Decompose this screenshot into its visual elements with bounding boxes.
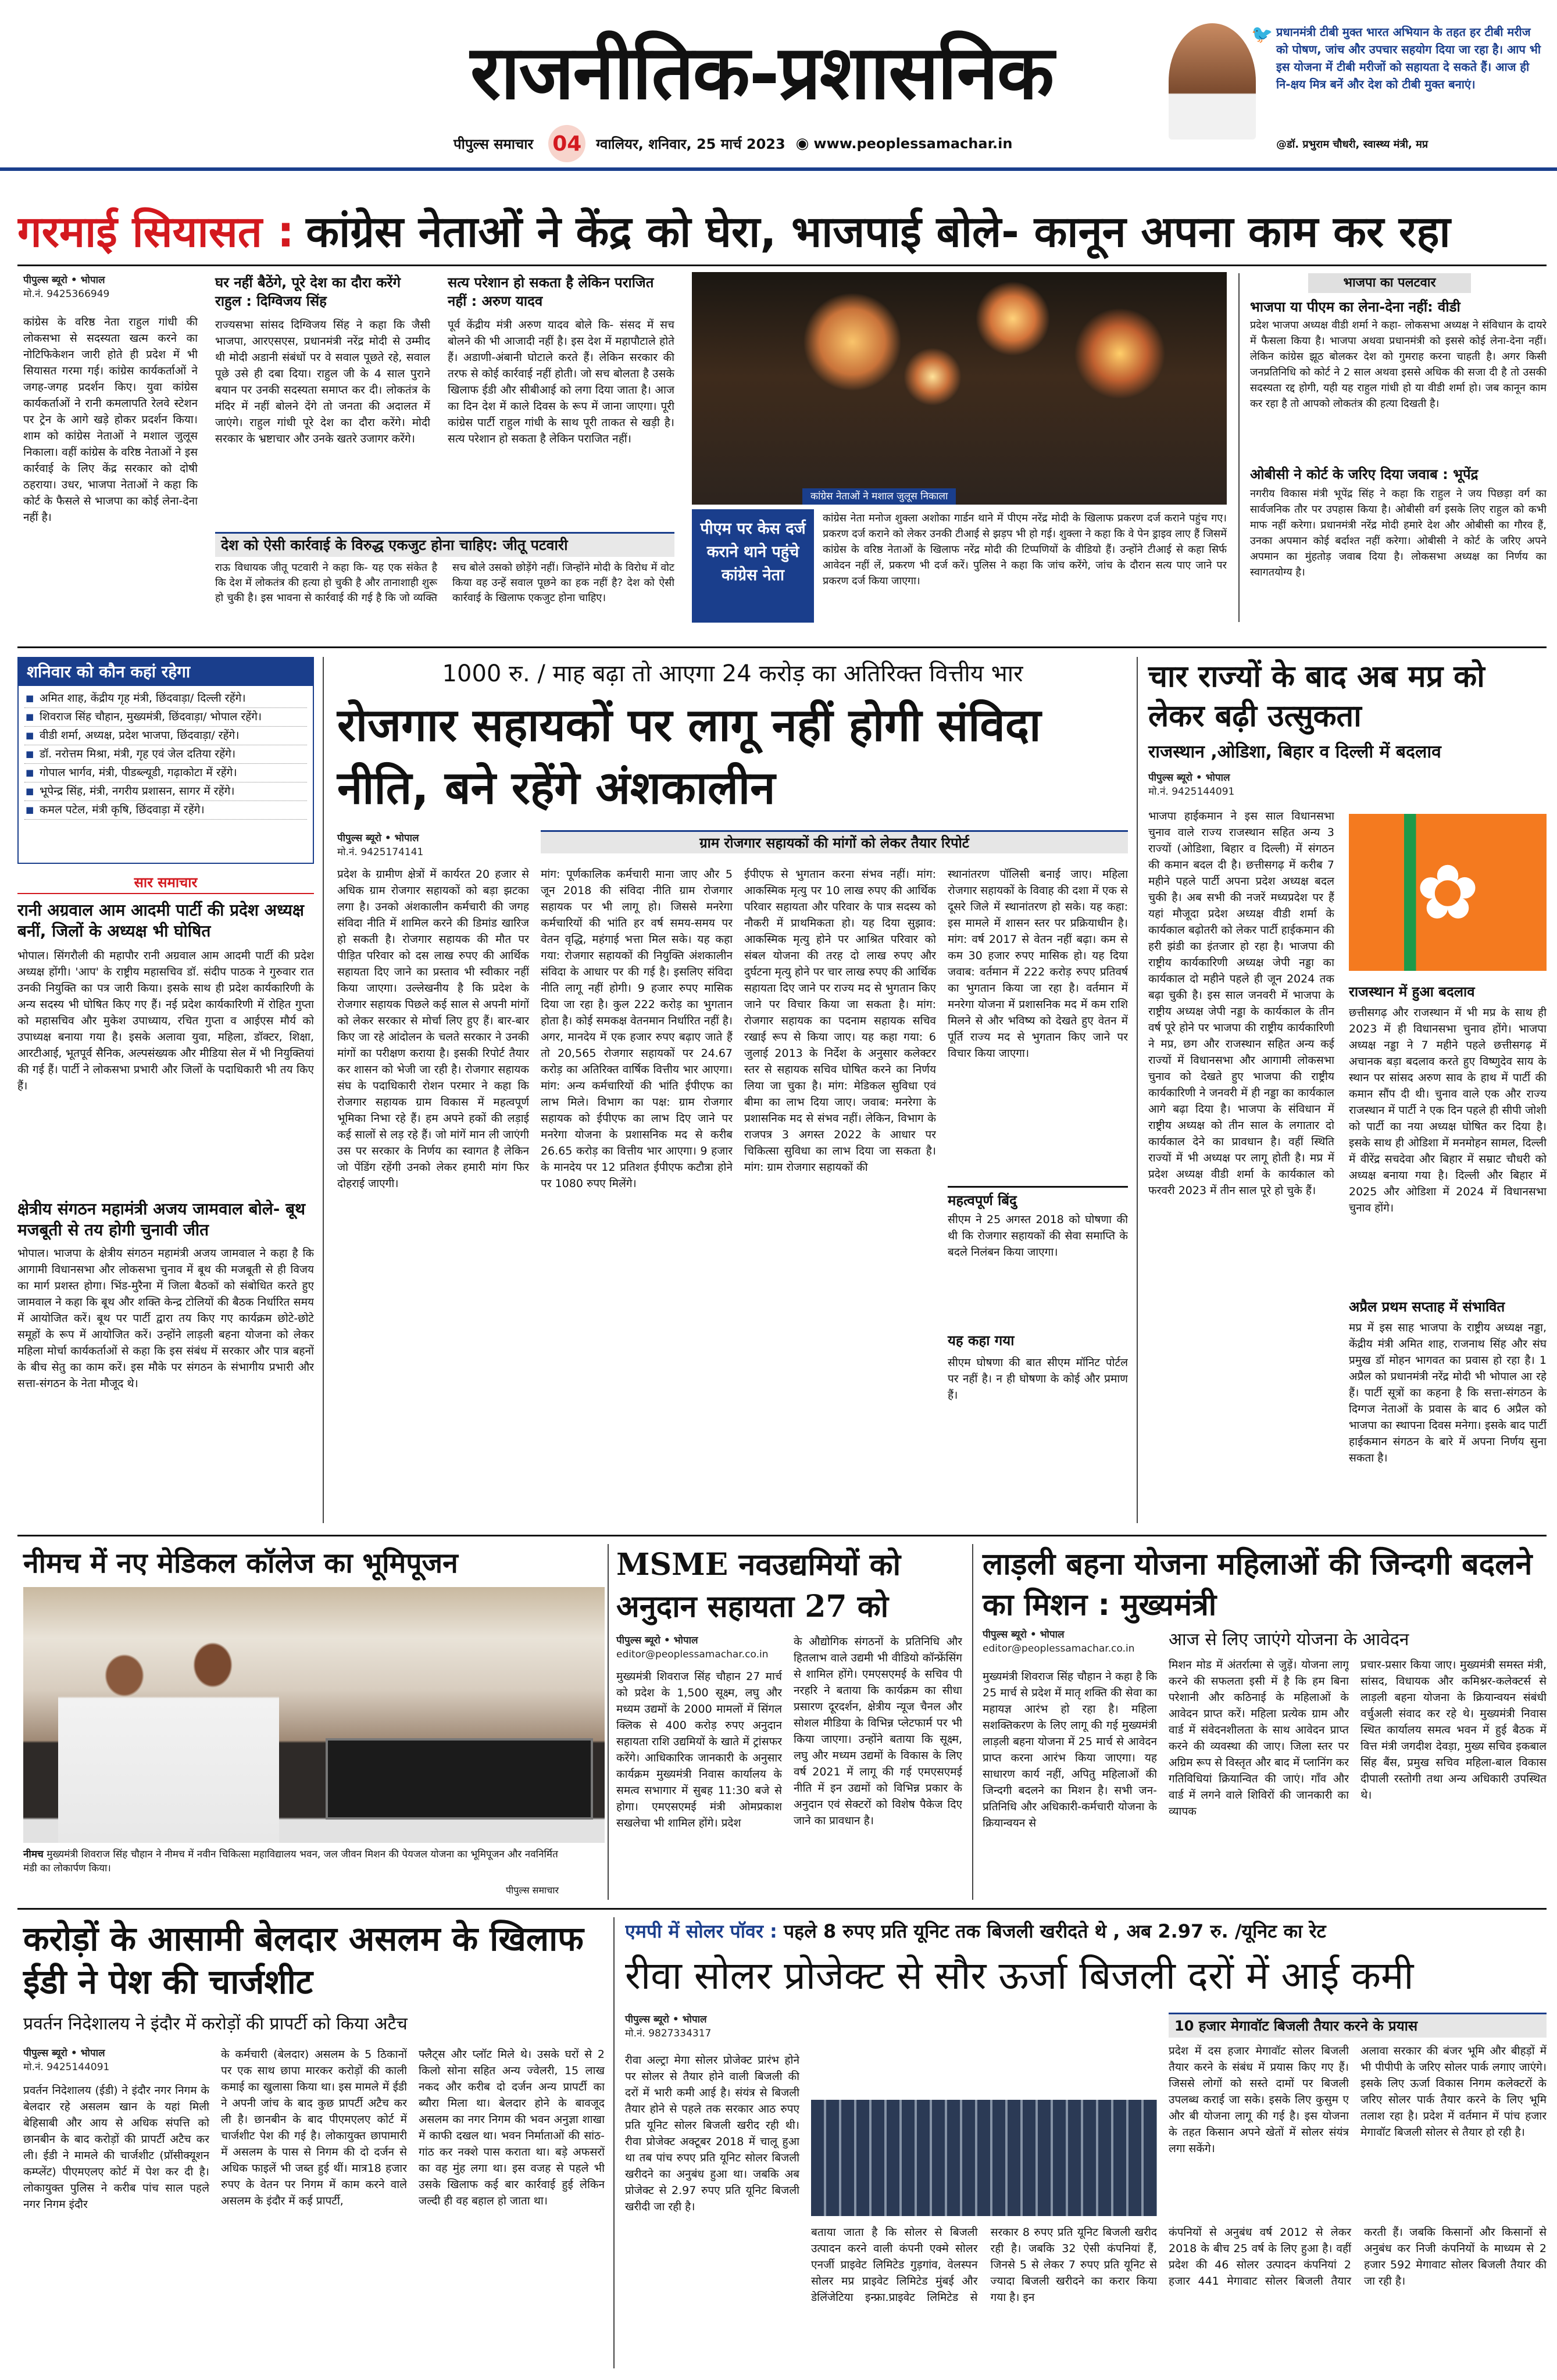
lead-kicker: गरमाई सियासत : [17, 206, 295, 257]
msme-col-2: के औद्योगिक संगठनों के प्रतिनिधि और हितलाभ वाले उद्यमी भी वीडियो कॉन्फ्रेंसिंग से शामिल होंगे। एमएसएमई के सचिव पी नरहरि ने बताया कि कार्यक्रम का सीधा प्रसारण दूरदर्शन, क्षेत्रीय न्यूज चैनल और सोशल मीडिया के विभिन्न प्लेटफार्म पर भी किया जाएगा। उन्होंने बताया कि सूक्ष्म, लघु और मध्यम उद्यमों के विकास के लिए वर्ष 2021 में लागू की गई एमएसएमई नीति में इन उद्यमों को विभिन्न प्रकार के अनुदान एवं सेक्टरों को विशेष पैकेज दिए जाने का प्रावधान है। [794, 1635, 962, 1827]
msme-headline: MSME नवउद्यमियों को अनुदान सहायता 27 को [616, 1547, 901, 1624]
page-number-badge: 04 [548, 125, 585, 162]
who-where-item: ■ शिवराज सिंह चौहान, मुख्यमंत्री, छिंदवाड़ा/ भोपाल रहेंगे। [24, 708, 307, 727]
bjp-head-2: ओबीसी ने कोर्ट के जरिए दिया जवाब : भूपेंद्र [1250, 466, 1479, 483]
ed-sub: प्रवर्तन निदेशालय ने इंदौर में करोड़ों की प्रापर्टी को किया अटैच [23, 2014, 408, 2034]
lotus-icon: ✿ [1416, 848, 1480, 937]
bjp-label: भाजपा का पलटवार [1308, 273, 1471, 293]
ladli-byline [983, 1628, 1157, 1656]
ladli-headline: लाड़ली बहना योजना महिलाओं की जिन्दगी बदलने का मिशन : मुख्यमंत्री [983, 1547, 1533, 1623]
rozgar-facts-title: महत्वपूर्ण बिंदु [948, 1186, 1128, 1210]
who-where-item: ■ अमित शाह, केंद्रीय गृह मंत्री, छिंदवाड़ा/ दिल्ली रहेंगे। [24, 689, 307, 708]
rozgar-byline [337, 831, 547, 859]
masthead [0, 0, 1557, 186]
people-silhouette [58, 1634, 279, 1843]
ed-col-2: के कर्मचारी (बेलदार) असलम के 5 ठिकानों पर एक साथ छापा मारकर करोड़ों की काली कमाई का खुलासा किया था। इस मामले में ईडी ने अपनी जांच के बाद कुछ प्रापर्टी अटैच कर ली है। छानबीन के बाद पीएमएलए कोर्ट में चार्जशीट पेश की गई है। लोकायुक्त छापामारी में असलम के पास से निगम की दो दर्जन से अधिक फाइलें भी जब्त हुई थीं। मात्र18 हजार रुपए के वेतन पर निगम में काम करने वाले असलम के इंदौर में कई प्रापर्टी, [221, 2048, 407, 2207]
solar-panels [811, 2100, 1157, 2216]
ladli-col-3: प्रचार-प्रसार किया जाए। मुख्यमंत्री समस्त मंत्री, सांसद, विधायक और कमिश्नर-कलेक्टर्स से लाड़ली बहना योजना के क्रियान्वयन संबंधी वर्चुअली संवाद कर रहे थे। मुख्यमंत्री निवास स्थित कार्यालय समत्व भवन में हुई बैठक में वित्त मंत्री जगदीश देवड़ा, मुख्य सचिव इकबाल सिंह बैंस, प्रमुख सचिव महिला-बाल विकास दीपाली रस्तोगी तथा अन्य अधिकारी उपस्थित थे। [1360, 1659, 1547, 1802]
byline-bureau: पीपुल्स ब्यूरो • भोपाल [983, 1629, 1065, 1641]
byline-phone: मो.नं. 9827334317 [625, 2028, 712, 2039]
who-where-item: ■ भूपेन्द्र सिंह, मंत्री, नगरीय प्रशासन, सागर में रहेंगे। [24, 782, 307, 801]
byline-email: editor@peoplessamachar.co.in [616, 1649, 769, 1660]
minister-portrait [1169, 23, 1256, 140]
msme-col-1: मुख्यमंत्री शिवराज सिंह चौहान 27 मार्च को प्रदेश के 1,500 सूक्ष्म, लघु और मध्यम उद्यमों के 2000 मामलों में सिंगल क्लिक से 400 करोड़ रुपए अनुदान सहायता राशि उद्यमियों के खाते में ट्रांसफर करेंगे। आधिकारिक जानकारी के अनुसार कार्यक्रम मुख्यमंत्री निवास कार्यालय के समत्व सभागार में सुबह 11:30 बजे से होगा। एमएसएमई मंत्री ओमप्रकाश सखलेचा भी शामिल होंगे। प्रदेश [616, 1670, 782, 1829]
rozgar-said-title: यह कहा गया [948, 1332, 1015, 1349]
solar-col3-head: 10 हजार मेगावॉट बिजली तैयार करने के प्रयास [1169, 2013, 1547, 2038]
ed-headline: करोड़ों के आसामी बेलदार असलम के खिलाफ ईडी ने पेश की चार्जशीट [23, 1919, 584, 2002]
ed-col-1: प्रवर्तन निदेशालय (ईडी) ने इंदौर नगर निगम के बेलदार रहे असलम खान के यहां मिली बेहिसाबी और आय से अधिक संपत्ति को छानबीन के बाद करोड़ों की प्रापर्टी अटैच कर ली। ईडी ने मामले की चार्जशीट (प्रॉसीक्यूशन कम्प्लेंट) पीएमएलए कोर्ट में पेश कर दी है। लोकायुक्त पुलिस ने करीब पांच साल पहले नगर निगम इंदौर [23, 2084, 209, 2211]
mid-col-divider [1137, 657, 1138, 1523]
states-col-1: भाजपा हाईकमान ने इस साल विधानसभा चुनाव वाले राज्य राजस्थान सहित अन्य 3 राज्यों (ओडिशा, बिहार व दिल्ली) में संगठन की कमान बदल दी है। छत्तीसगढ़ में करीब 7 महीने पहले पार्टी अपना प्रदेश अध्यक्ष बदल चुकी है। अब सभी की नजरें मध्यप्रदेश पर हैं यहां मौजूदा प्रदेश अध्यक्ष वीडी शर्मा के कार्यकाल बढ़ोतरी को लेकर पार्टी हाईकमान की हरी झंडी का इंतजार हो रहा है। भाजपा की राष्ट्रीय कार्यकारिणी अध्यक्ष जेपी नड्डा का कार्यकाल दो महीने पहले ही जून 2024 तक बढ़ा चुकी है। इस साल जनवरी में भाजपा के राष्ट्रीय अध्यक्ष जेपी नड्डा के कार्यकाल के तीन वर्ष पूरे होने पर भाजपा की राष्ट्रीय कार्यकारिणी ने मप्र, छग और राजस्थान सहित अन्य कई राज्यों में विधानसभा और आगामी लोकसभा चुनाव को देखते हुए भाजपा की राष्ट्रीय कार्यकारिणी ने जनवरी में ही नड्डा का कार्यकाल आगे बढ़ा दिया है। भाजपा के संविधान में राष्ट्रीय अध्यक्ष को तीन साल के लगातार दो कार्यकाल देने का प्रावधान है। वहीं स्थिति राज्यों में भी अध्यक्ष पर लागू होती है। मप्र में प्रदेश अध्यक्ष वीडी शर्मा के कार्यकाल को फरवरी 2023 में तीन साल पूरे हो चुके हैं। [1148, 810, 1334, 1197]
rozgar-report-bar: ग्राम रोजगार सहायकों की मांगों को लेकर तैयार रिपोर्ट [541, 830, 1128, 853]
msme-divider [972, 1544, 973, 1900]
rozgar-headline: रोजगार सहायकों पर लागू नहीं होगी संविदा नीति, बने रहेंगे अंशकालीन [337, 699, 1041, 814]
caption-place: नीमच [23, 1849, 44, 1860]
byline-bureau: पीपुल्स ब्यूरो • भोपाल [616, 1635, 698, 1646]
who-where-item: ■ डॉ. नरोत्तम मिश्रा, मंत्री, गृह एवं जेल दतिया रहेंगे। [24, 745, 307, 764]
section-rule-1 [17, 646, 1547, 648]
neemuch-divider [608, 1544, 609, 1900]
lead-col-3: पूर्व केंद्रीय मंत्री अरुण यादव बोले कि- संसद में सच बोलने की भी आजादी नहीं है। इस देश में महापौटाले होते हैं। अडाणी-अंबानी घोटाले करते हैं। लेकिन सरकार की तरफ से कोई कार्रवाई नहीं होती। जो सच बोलता है उसके खिलाफ ईडी और सीबीआई को लगा दिया जाता है। आज का दिन देश में काले दिवस के रूप में जाना जाएगा। पूरी कांग्रेस पार्टी राहुल गांधी के साथ पूरी ताकत से खड़ी है। सत्य परेशान हो सकता है लेकिन पराजित नहीं। [448, 319, 674, 445]
states-col2-text-1: छत्तीसगढ़ और राजस्थान में भी मप्र के साथ ही 2023 में ही विधानसभा चुनाव होंगे। भाजपा अध्यक्ष नड्डा ने 7 महीने पहले छत्तीसगढ़ में अचानक बड़ा बदलाव करते हुए विष्णुदेव साय के स्थान पर सांसद अरुण साव के हाथ में पार्टी की कमान सौंप दी थी। चुनाव वाले एक और राज्य राजस्थान में पार्टी ने एक दिन पहले ही सीपी जोशी को पार्टी का नया अध्यक्ष घोषित कर दिया है। इसके साथ ही ओडिशा में मनमोहन सामल, दिल्ली में वीरेंद्र सचदेवा और बिहार में सम्राट चौधरी को अध्यक्ष बनाया गया है। दिल्ली और बिहार में 2025 और ओडिशा में 2024 में विधानसभा चुनाव होंगे। [1349, 1006, 1547, 1214]
solar-byline [625, 2013, 799, 2040]
byline-phone: मो.नं. 9425174141 [337, 846, 424, 858]
rozgar-col-1: प्रदेश के ग्रामीण क्षेत्रों में कार्यरत 20 हजार से अधिक ग्राम रोजगार सहायकों को बड़ा झटका लगा है। उनको अंशकालीन कर्मचारी की जगह संविदा नीति में शामिल करने की डिमांड खारिज हो सकती है। रोजगार सहायक की मौत पर पीड़ित परिवार को दस लाख रुपए की आर्थिक सहायता दिए जाने का प्रस्ताव भी स्वीकार नहीं किया जाएगा। उल्लेखनीय है कि प्रदेश के रोजगार सहायक पिछले कई साल से अपनी मांगों को लेकर सरकार से मोर्चा लिए हुए हैं। बार-बार किए जा रहे आंदोलन के चलते सरकार ने उनकी मांगों का परीक्षण कराया है। इसकी रिपोर्ट तैयार कर शासन को भेजी जा रही है। रोजगार सहायक संघ के पदाधिकारी रोशन परमार ने कहा कि रोजगार सहायक ग्राम विकास में महत्वपूर्ण भूमिका निभा रहे हैं। हम अपने हकों की लड़ाई कई सालों से लड़ रहे हैं। जो मांगें मान ली जाएंगी उस पर सरकार के निर्णय का स्वागत है लेकिन जो पेंडिंग रहेंगी उनको लेकर हमारी मांग फिर दोहराई जाएगी। [337, 868, 529, 1190]
brief-1-text: भोपाल। सिंगरौली की महापौर रानी अग्रवाल आम आदमी पार्टी की प्रदेश अध्यक्ष होंगी। 'आप' के राष्ट्रीय महासचिव डॉ. संदीप पाठक ने गुरुवार रात उनकी नियुक्ति का पत्र जारी किया। इसके साथ ही प्रदेश कार्यकारिणी के अन्य सदस्य भी घोषित किए गए हैं। नई प्रदेश कार्यकारिणी में रोहित गुप्ता को महासचिव और मुकेश उपाध्याय, रचित गुप्ता व आईएस मौर्य को उपाध्यक्ष बनाया गया है। इसके अलावा युवा, महिला, डॉक्टर, शिक्षा, आरटीआई, भूतपूर्व सैनिक, अल्पसंख्यक और मीडिया सेल में भी नियुक्तियां की गई हैं। पार्टी ने लोकसभा प्रभारी और जिलों के पदाधिकारी भी तय किए हैं। [17, 949, 314, 1092]
ladli-col-1: मुख्यमंत्री शिवराज सिंह चौहान ने कहा है कि 25 मार्च से प्रदेश में मातृ शक्ति की सेवा का महायज्ञ आरंभ हो रहा है। महिला सशक्तिकरण के लिए लागू की गई मुख्यमंत्री लाड़ली बहना योजना में 25 मार्च से आवेदन प्राप्त करना आरंभ किया जाएगा। यह साधारण कार्य नहीं, अपितु महिलाओं की जिन्दगी बदलने का मिशन है। सभी जन-प्रतिनिधि और अधिकारी-कर्मचारी योजना के क्रियान्वयन से [983, 1670, 1157, 1829]
brief-2-head: क्षेत्रीय संगठन महामंत्री अजय जामवाल बोले- बूथ मजबूती से तय होगी चुनावी जीत [17, 1199, 306, 1239]
who-where-title: शनिवार को कौन कहां रहेगा [19, 658, 313, 686]
torch-photo-caption: कांग्रेस नेताओं ने मशाल जुलूस निकाला [802, 488, 956, 505]
paper-name: पीपुल्स समाचार [453, 135, 534, 152]
patwari-box [215, 532, 674, 622]
twitter-icon: 🐦 [1251, 24, 1273, 45]
website-link[interactable]: www.peoplessamachar.in [813, 135, 1013, 152]
solar-headline: रीवा सोलर प्रोजेक्ट से सौर ऊर्जा बिजली दरों में आई कमी [625, 1953, 1414, 1998]
section-title: राजनीतिक-प्रशासनिक [470, 29, 1054, 116]
plaque-shape [326, 1738, 593, 1820]
brief-2-text: भोपाल। भाजपा के क्षेत्रीय संगठन महामंत्री अजय जामवाल ने कहा है कि आगामी विधानसभा और लोकसभा चुनाव में बूथ की मजबूती से ही विजय का मार्ग प्रशस्त होगा। भिंड-मुरैना में जिला बैठकों को संबोधित करते हुए जामवाल ने कहा कि बूथ और शक्ति केन्द्र टोलियों की बैठक निर्धारित समय में आयोजित करें। बूथ पर पार्टी द्वारा तय किए गए कार्यक्रम छोटे-छोटे समूहों के रूप में आयोजित करें। उन्होंने लाड़ली बहना योजना को लेकर महिला मोर्चा कार्यकर्ताओं से कहा कि इस संबंध में सरकार और पात्र बहनों के बीच सेतु का काम करें। इस मौके पर संगठन के संभागीय प्रभारी और सत्ता-संगठन के नेता मौजूद थे। [17, 1247, 314, 1390]
masthead-rule [0, 167, 1557, 171]
section-rule-3 [17, 1908, 1547, 1910]
rozgar-col-2: मांग: पूर्णकालिक कर्मचारी माना जाए और 5 जून 2018 की संविदा नीति ग्राम रोजगार सहायक पर भी लागू हो। जिससे मनरेगा कर्मचारियों की भांति हर वर्ष समय-समय पर वेतन वृद्धि, महंगाई भत्ता मिल सके। यह कहा गया: रोजगार सहायकों की नियुक्ति अंशकालीन संविदा के आधार पर की गई है। इसलिए संविदा नीति लागू नहीं होगी। 9 हजार रुपए मासिक दिया जा रहा है। कुल 222 करोड़ का भुगतान होता है। कोई समकक्ष वेतनमान निर्धारित नहीं है। अगर, मानदेय में एक हजार रुपए बढ़ाए जाते हैं तो 20,565 रोजगार सहायकों पर 24.67 करोड़ का अतिरिक्त वार्षिक वित्तीय भार आएगा। मांग: अन्य कर्मचारियों की भांति ईपीएफ का लाभ मिले। विभाग का पक्ष: ग्राम रोजगार सहायक को ईपीएफ का लाभ दिए जाने पर मनरेगा योजना के प्रशासनिक मद से करीब 26.65 करोड़ का वित्तीय भार आएगा। 9 हजार के मानदेय पर 12 प्रतिशत ईपीएफ कटौत्रा होने पर 1080 रुपए मिलेंगे। [541, 868, 733, 1190]
lead-col2-head: घर नहीं बैठेंगे, पूरे देश का दौरा करेंगे राहुल : दिग्विजय सिंह [215, 274, 401, 309]
byline-phone: मो.नं. 9425144091 [23, 2061, 110, 2073]
states-sub: राजस्थान ,ओडिशा, बिहार व दिल्ली में बदलाव [1148, 742, 1441, 762]
byline-phone: मो.नं. 9425366949 [23, 288, 110, 300]
solar-col-5: कंपनियों से अनुबंध वर्ष 2012 से लेकर 2018 के बीच 25 वर्ष के लिए हुआ है। वहीं प्रदेश की 46 सोलर उत्पादन कंपनियां 2 हजार 441 मेगावाट सोलर बिजली तैयार करती हैं। जबकि किसानों और किसानों से अनुबंध कर निजी कंपनियों के माध्यम से 2 हजार 592 मेगावाट सोलर बिजली तैयार की जा रही है। [1169, 2226, 1547, 2288]
rozgar-col-4: स्थानांतरण पॉलिसी बनाई जाए। महिला रोजगार सहायकों के विवाह की दशा में एक से दूसरे जिले में स्थानांतरण हो सके। यह कहा: इस मामले में शासन स्तर पर प्रक्रियाधीन है। मांग: वर्ष 2017 से वेतन नहीं बढ़ा। कम से कम 30 हजार रुपए मासिक हो। यह दिया जवाब: वर्तमान में 222 करोड़ रुपए प्रतिवर्ष का भुगतान किया जा रहा है। वर्तमान में मनरेगा योजना में प्रशासनिक मद में कम राशि मिलने से और भविष्य को देखते हुए वेतन में पूर्ति राज्य मद से भुगतान किए जाने पर विचार किया जाएगा। [948, 868, 1128, 1060]
msme-byline [616, 1634, 791, 1661]
byline-bureau: पीपुल्स ब्यूरो • भोपाल [337, 832, 419, 844]
byline-bureau: पीपुल्स ब्यूरो • भोपाल [625, 2014, 707, 2025]
ed-divider [613, 1917, 615, 2368]
solar-kicker: एमपी में सोलर पॉवर : [625, 1920, 777, 1942]
quote-text: प्रधानमंत्री टीबी मुक्त भारत अभियान के तहत हर टीबी मरीज को पोषण, जांच और उपचार सहयोग दिया जा रहा है। आप भी इस योजना में टीबी मरीजों को सहायता दे सकते हैं। आज ही नि-क्षय मित्र बनें और देश को टीबी मुक्त बनाएं। [1276, 25, 1541, 91]
solar-kicker-rest: पहले 8 रुपए प्रति यूनिट तक बिजली खरीदते थे , अब 2.97 रु. /यूनिट का रेट [783, 1920, 1326, 1942]
states-col2-text-2: मप्र में इस साह भाजपा के राष्ट्रीय अध्यक्ष नड्डा, केंद्रीय मंत्री अमित शाह, राजनाथ सिंह और संघ प्रमुख डॉ मोहन भागवत का प्रवास हो रहा है। 1 अप्रैल को प्रधानमंत्री नरेंद्र मोदी भी भोपाल आ रहे हैं। पार्टी सूत्रों का कहना है कि सत्ता-संगठन के दिग्गज नेताओं के प्रवास के बाद 6 अप्रैल को भाजपा का स्थापना दिवस मनेगा। इसके बाद पार्टी हाईकमान संगठन के बारे में अपना निर्णय सुना सकता है। [1349, 1321, 1547, 1464]
who-where-box [17, 657, 314, 864]
briefs-label: सार समाचार [17, 872, 314, 894]
globe-icon: ◉ [795, 135, 809, 152]
patwari-text: राऊ विधायक जीतू पटवारी ने कहा कि- यह एक संकेत है कि देश में लोकतंत्र की हत्या हो चुकी है और तानाशाही शुरू हो चुकी है। इस भावना से कार्रवाई की गई है कि जो व्यक्ति सच बोले उसको छोड़ेंगे नहीं। जिन्होंने मोदी के विरोध में वोट किया वह उन्हें सवाल पूछने का हक नहीं है? देश को ऐसी कार्रवाई के खिलाफ एकजुट होना चाहिए। [215, 562, 674, 604]
byline-bureau: पीपुल्स ब्यूरो • भोपाल [23, 274, 105, 286]
bjp-flag-image [1349, 814, 1547, 971]
who-where-item: ■ कमल पटेल, मंत्री कृषि, छिंदवाड़ा में रहेंगे। [24, 801, 307, 820]
byline-email: editor@peoplessamachar.co.in [983, 1643, 1135, 1654]
quote-author: @डॉ. प्रभुराम चौधरी, स्वास्थ्य मंत्री, मप्र [1276, 138, 1429, 151]
solar-col-3: प्रदेश में दस हजार मेगावॉट सोलर बिजली तैयार करने के संबंध में प्रयास किए गए हैं। जिससे लोगों को सस्ते दामों पर बिजली उपलब्ध कराई जा सके। इसके लिए कुसुम ए और बी योजना लागू की गई है। इस योजना के तहत किसान अपने खेतों में सोलर संयंत्र लगा सकेंगे। [1169, 2045, 1349, 2155]
torch-rally-photo [692, 272, 1227, 505]
rozgar-col-3: ईपीएफ से भुगतान करना संभव नहीं। मांग: आकस्मिक मृत्यु पर 10 लाख रुपए की आर्थिक परिवार सहायता और परिवार के पात्र सदस्य को नौकरी में प्राथमिकता हो। यह दिया सुझाव: आकस्मिक मृत्यु होने पर आश्रित परिवार को संबल योजना की तरह दो लाख रुपए और दुर्घटना मृत्यु होने पर चार लाख रुपए की आर्थिक सहायता दिए जाने पर राज्य मद से भुगतान किए जाने पर विचार किया जा सकता है। मांग: रोजगार सहायक का पदनाम सहायक सचिव रखाई रूप से किया जाए। यह कहा गया: 6 जुलाई 2013 के निर्देश के अनुसार कलेक्टर स्तर से सहायक सचिव घोषित करने का निर्णय लिया जा चुका है। मांग: मेडिकल सुविधा एवं बीमा का लाभ दिया जाए। जवाब: मनरेगा के प्रशासनिक मद से संभव नहीं। लेकिन, विभाग के राजपत्र 3 अगस्त 2022 के आधार पर चिकित्सा सुविधा का लाभ दिया जा सकता है। मांग: ग्राम रोजगार सहायकों की [744, 868, 936, 1174]
rozgar-kicker: 1000 रु. / माह बढ़ा तो आएगा 24 करोड़ का अतिरिक्त वित्तीय भार [442, 660, 1023, 687]
ed-byline [23, 2046, 215, 2074]
lead-col-2: राज्यसभा सांसद दिग्विजय सिंह ने कहा कि जैसी भाजपा, आरएसएस, प्रधानमंत्री नरेंद्र मोदी से उम्मीद थी मोदी अडानी संबंधों पर वे सवाल पूछते रहे, सवाल पूछे उसे ही दबा दिया। राहुल जी के 4 साल पुराने बयान पर उनकी सदस्यता समाप्त कर दी। लोकतंत्र के मंदिर में नहीं बोलने देंगे तो जनता की अदालत में जाएंगे। राहुल गांधी पूरे देश का दौरा करेंगे। मोदी सरकार के भ्रष्टाचार और उनके खतरे उजागर करेंगे। [215, 319, 430, 445]
lead-headline [17, 198, 1547, 262]
byline-bureau: पीपुल्स ब्यूरो • भोपाल [1148, 772, 1230, 784]
neemuch-credit: पीपुल्स समाचार [506, 1885, 559, 1896]
solar-photo [811, 2013, 1157, 2216]
neemuch-caption [23, 1847, 570, 1875]
patwari-head: देश को ऐसी कार्रवाई के विरुद्ध एकजुट होना चाहिए: जीतू पटवारी [215, 534, 674, 557]
states-col2-head-2: अप्रैल प्रथम सप्ताह में संभावित [1349, 1299, 1505, 1315]
ed-col-3: फ्लैट्स और प्लॉट मिले थे। उसके घरों से 2 किलो सोना सहित अन्य ज्वेलरी, 15 लाख नकद और करीब दो दर्जन अन्य प्रापर्टी का ब्यौरा मिला था। बेलदार होने के बावजूद असलम का नगर निगम की भवन अनुज्ञा शाखा में काफी दखल था। भवन निर्माताओं की सांठ-गांठ कर नक्शे पास कराता था। बड़े अफसरों का वह मुंह लगा था। इस वजह से पहले भी उसके खिलाफ कई बार कार्रवाई हुई लेकिन जल्दी ही वह बहाल हो जाता था। [419, 2048, 605, 2207]
neemuch-photo [23, 1587, 605, 1843]
lead-col-1: कांग्रेस के वरिष्ठ नेता राहुल गांधी की लोकसभा से सदस्यता खत्म करने का नोटिफिकेशन जारी होते ही प्रदेश में भी सियासत गरमा गई। कांग्रेस कार्यकर्ताओं ने जगह-जगह प्रदर्शन किए। युवा कांग्रेस कार्यकर्ताओं ने रानी कमलापति रेलवे स्टेशन पर ट्रेन के आगे खड़े होकर प्रदर्शन किया। शाम को कांग्रेस नेताओं ने मशाल जुलूस निकाला। वहीं कांग्रेस के वरिष्ठ नेताओं ने इस कार्रवाई के लिए केंद्र सरकार को दोषी ठहराया। उधर, भाजपा नेताओं ने कहा कि कोर्ट के फैसले से भाजपा का कोई लेना-देना नहीं है। [23, 316, 198, 524]
ladli-sub: आज से लिए जाएंगे योजना के आवेदन [1169, 1629, 1409, 1650]
rozgar-facts-text: सीएम ने 25 अगस्त 2018 को घोषणा की थी कि रोजगार सहायकों की सेवा समाप्ति के बदले निलंबन किया जाएगा। [948, 1213, 1128, 1259]
dateline: ग्वालियर, शनिवार, 25 मार्च 2023 [596, 135, 785, 152]
lead-headline-text: कांग्रेस नेताओं ने केंद्र को घेरा, भाजपाई बोले- कानून अपना काम कर रहा [306, 206, 1451, 257]
case-text: कांग्रेस नेता मनोज शुक्ला अशोका गार्डन थाने में पीएम नरेंद्र मोदी के खिलाफ प्रकरण दर्ज कराने पहुंच गए। प्रकरण दर्ज कराने को लेकर उनकी टीआई से झड़प भी हो गई। शुक्ला ने कहा कि वे पेन ड्राइव लाए हैं जिसमें कांग्रेस के वरिष्ठ नेताओं के खिलाफ नरेंद्र मोदी की टिप्पणियों के वीडियो हैं। उन्होंने टीआई से कहा सिर्फ आवेदन नहीं लें, प्रकरण भी दर्ज करें। पुलिस ने कहा कि जांच करेंगे, जांच के दौरान सत्य पाए जाने पर प्रकरण दर्ज किया जाएगा। [823, 512, 1227, 587]
solar-col-4: अलावा सरकार की बंजर भूमि और बीहड़ों में भी पीपीपी के जरिए सोलर पार्क लगाए जाएंगे। इसके लिए ऊर्जा विकास निगम कलेक्टरों के जरिए सोलर पार्क तैयार करने के लिए भूमि तलाश रहा है। प्रदेश में वर्तमान में पांच हजार मेगावॉट बिजली सोलर से तैयार हो रही है। [1360, 2045, 1547, 2139]
lead-divider [1238, 273, 1240, 622]
states-byline [1148, 771, 1323, 799]
who-where-item: ■ वीडी शर्मा, अध्यक्ष, प्रदेश भाजपा, छिंदवाड़ा/ रहेंगे। [24, 727, 307, 745]
who-where-list [19, 686, 313, 823]
solar-col-1: रीवा अल्ट्रा मेगा सोलर प्रोजेक्ट प्रारंभ होने पर सोलर से तैयार होने वाली बिजली की दरों में भारी कमी आई है। संयंत्र से बिजली तैयार होने से पहले तक सरकार आठ रुपए प्रति यूनिट सोलर बिजली खरीद रही थी। रीवा प्रोजेक्ट अक्टूबर 2018 में चालू हुआ था तब पांच रुपए प्रति यूनिट सोलर बिजली खरीदने का अनुबंध हुआ था। जबकि अब प्रोजेक्ट से 2.97 रुपए प्रति यूनिट बिजली खरीदी जा रही है। [625, 2054, 799, 2213]
byline-bureau: पीपुल्स ब्यूरो • भोपाल [23, 2047, 105, 2059]
lead-rule [17, 265, 1547, 266]
lead-col3-head: सत्य परेशान हो सकता है लेकिन पराजित नहीं : अरुण यादव [448, 274, 654, 309]
ladli-col-2: मिशन मोड में अंतर्रात्मा से जुड़ें। योजना लागू करने की सफलता इसी में है कि हम बिना परेशानी और कठिनाई के महिलाओं के आवेदन प्राप्त करें। महिला प्रत्येक ग्राम और वार्ड में संवेदनशीलता के साथ आवेदन प्राप्त करने की व्यवस्था की जाए। जिला स्तर पर अग्रिम रूप से विस्तृत और बाद में प्लानिंग कर गतिविधियां क्रियान्वित की जाएं। गाँव और वार्ड में लगने वाले शिविरों की जानकारी का व्यापक [1169, 1659, 1349, 1818]
states-col2-head-1: राजस्थान में हुआ बदलाव [1349, 984, 1475, 1000]
bjp-text-2: नगरीय विकास मंत्री भूपेंद्र सिंह ने कहा कि राहुल ने जय पिछड़ा वर्ग का सार्वजनिक तौर पर उपहास किया है। ओबीसी वर्ग इसके लिए राहुल को कभी माफ नहीं करेगा। प्रधानमंत्री नरेंद्र मोदी हमारे देश और ओबीसी का गौरव हैं, उनका अपमान कोई बर्दाश्त नहीं करेगा। ओबीसी ने कोर्ट के जरिए अपने अपमान का मुंहतोड़ जवाब दिया है। लोकसभा अध्यक्ष का निर्णय का स्वागतयोग्य है। [1250, 488, 1547, 578]
rozgar-said-text: सीएम घोषणा की बात सीएम मॉनिट पोर्टल पर नहीं है। न ही घोषणा के कोई और प्रमाण हैं। [948, 1356, 1128, 1402]
brief-1-head: रानी अग्रवाल आम आदमी पार्टी की प्रदेश अध्यक्ष बनीं, जिलों के अध्यक्ष भी घोषित [17, 900, 304, 941]
byline-phone: मो.नं. 9425144091 [1148, 786, 1235, 798]
solar-col-2: बताया जाता है कि सोलर से बिजली उत्पादन करने वाली कंपनी एक्मे सोलर एनर्जी प्राइवेट लिमिटेड गुड़गांव, वेलस्पन सोलर मप्र प्राइवेट लिमिटेड मुंबई और डेलिंजेटिया इन्फ्रा.प्राइवेट लिमिटेड से सरकार 8 रुपए प्रति यूनिट बिजली खरीद रही है। जबकि 32 ऐसी कंपनियां हैं, जिनसे 5 से लेकर 7 रुपए प्रति यूनिट से ज्यादा बिजली खरीदने का करार किया गया है। इन [811, 2226, 1157, 2304]
case-box: पीएम पर केस दर्ज कराने थाने पहुंचे कांग्रेस नेता [692, 509, 814, 623]
neemuch-headline: नीमच में नए मेडिकल कॉलेज का भूमिपूजन [23, 1547, 458, 1579]
who-where-item: ■ गोपाल भार्गव, मंत्री, पीडब्ल्यूडी, गढ़ाकोटा में रहेंगे। [24, 764, 307, 782]
bjp-head-1: भाजपा या पीएम का लेना-देना नहीं: वीडी [1250, 299, 1460, 315]
caption-text: मुख्यमंत्री शिवराज सिंह चौहान ने नीमच में नवीन चिकित्सा महाविद्यालय भवन, जल जीवन मिशन की पेयजल योजना का भूमिपूजन और नवनिर्मित मंडी का लोकार्पण किया। [23, 1849, 558, 1874]
section-rule-2 [17, 1535, 1547, 1536]
dateline-bar [453, 129, 1105, 158]
states-headline: चार राज्यों के बाद अब मप्र को लेकर बढ़ी उत्सुकता [1148, 659, 1485, 734]
left-col-divider [323, 657, 324, 1523]
lead-byline [23, 273, 198, 301]
bjp-text-1: प्रदेश भाजपा अध्यक्ष वीडी शर्मा ने कहा- लोकसभा अध्यक्ष ने संविधान के दायरे में फैसला किया है। भाजपा अथवा प्रधानमंत्री को इससे कोई लेना-देना नहीं। लेकिन कांग्रेस झूठ बोलकर देश को गुमराह करना चाहती है। अगर किसी जनप्रतिनिधि को कोर्ट ने 2 साल अथवा इससे अधिक की सजा दी है तो उसकी सदस्यता रद्द होगी, यही यह राहुल गांधी हो या वीडी शर्मा हो। जब कानून काम कर रहा है तो आपको लोकतंत्र की हत्या दिखती है। [1250, 319, 1547, 410]
solar-kicker-line [625, 1917, 1547, 1945]
